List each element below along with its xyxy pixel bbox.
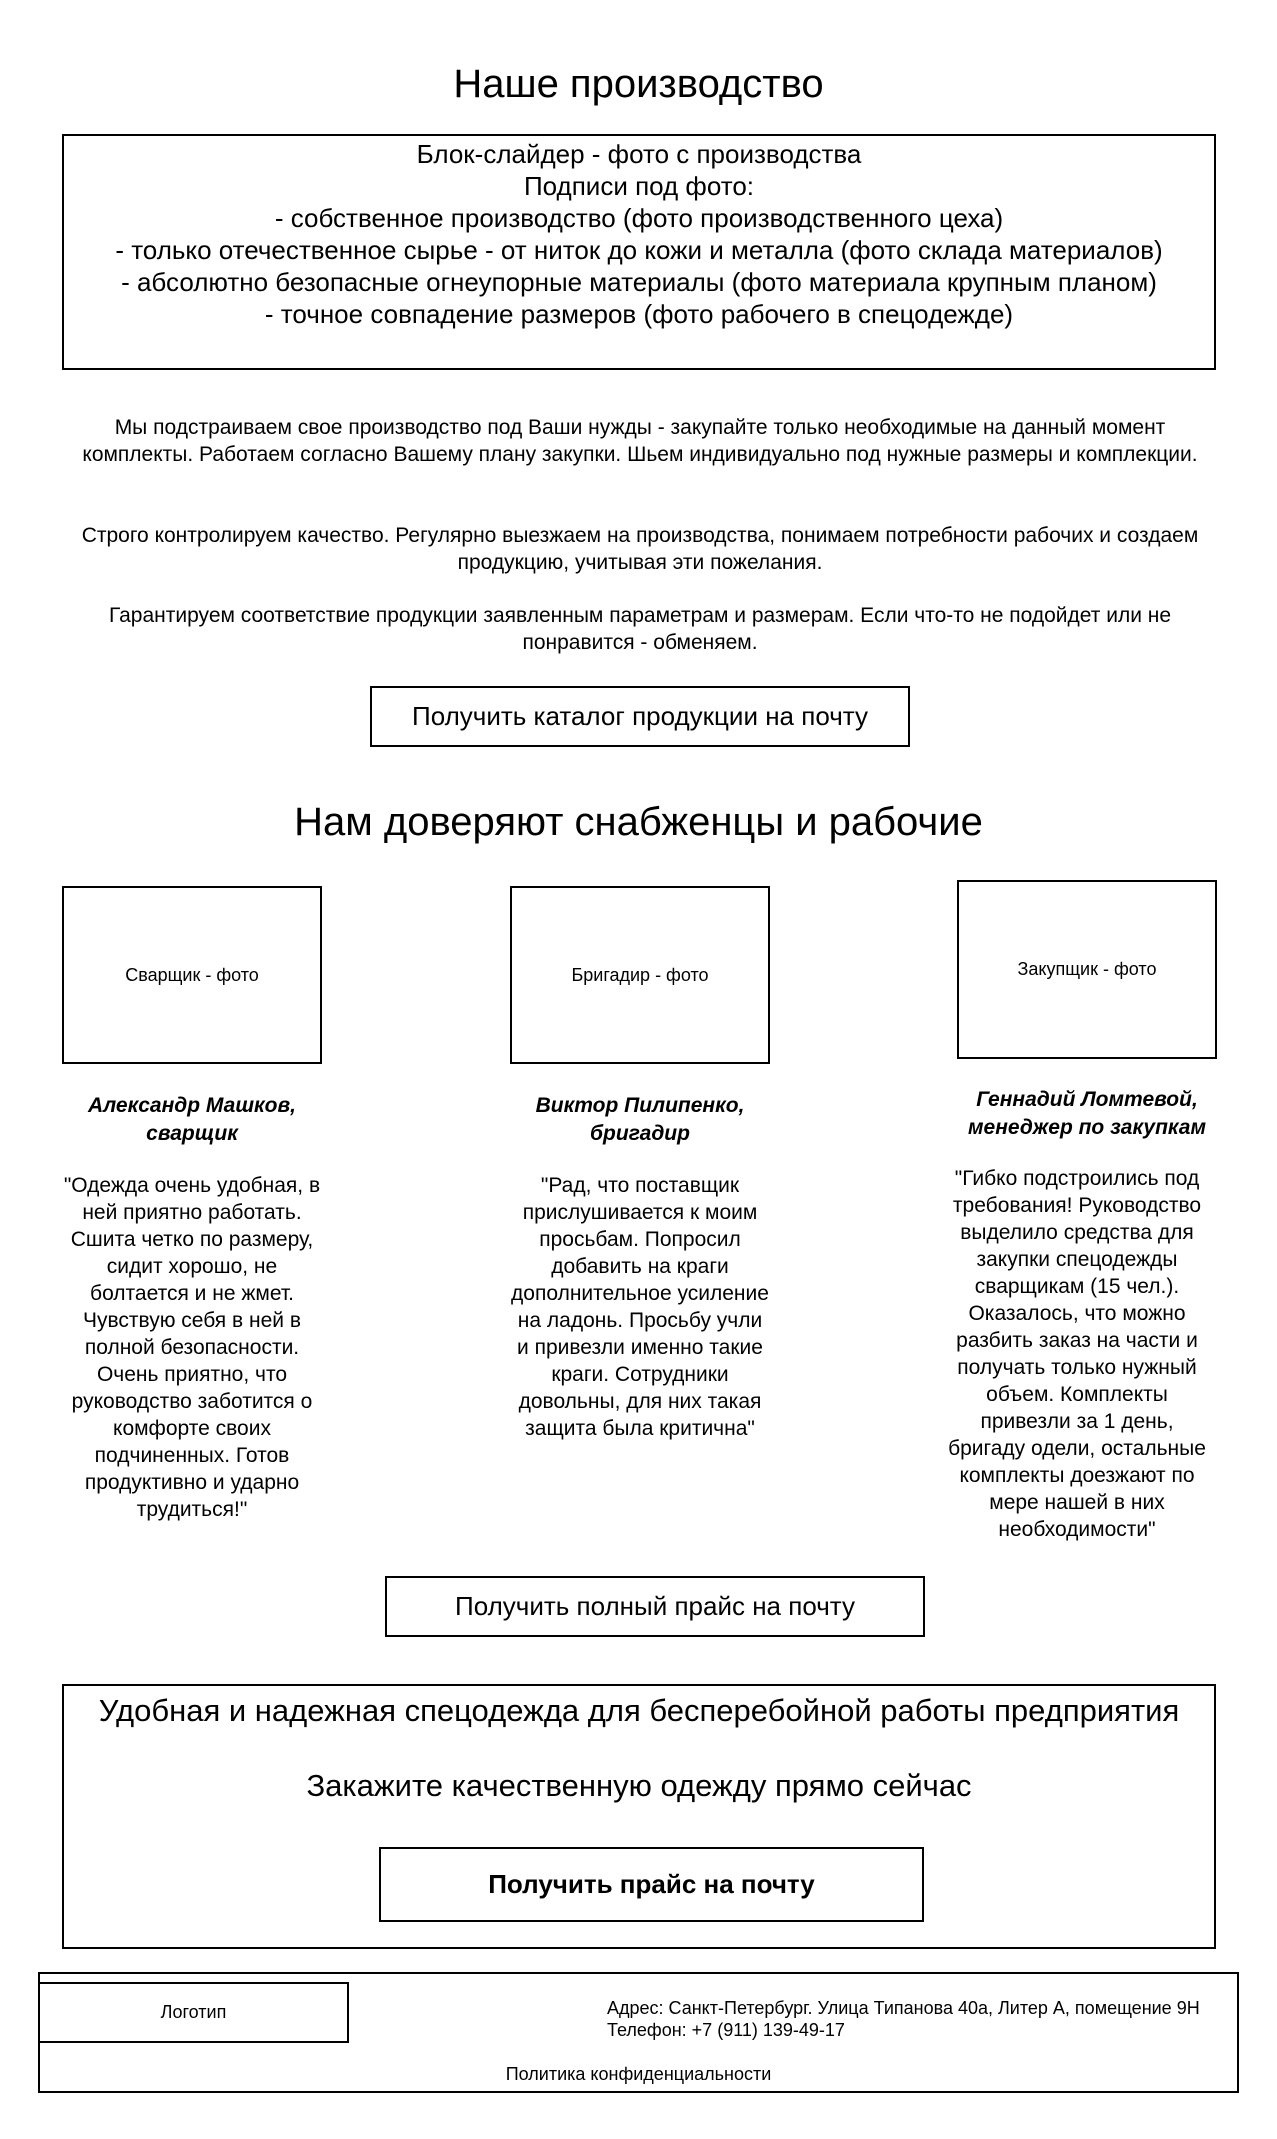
production-paragraph: Мы подстраиваем свое производство под Ваши нужды - закупайте только необходимые на данный момент комплекты. Работаем согласно Вашему плану закупки. Шьем индивидуально под нужные размеры и комплекции. bbox=[82, 416, 1198, 466]
welder-photo-placeholder: Сварщик - фото bbox=[62, 886, 322, 1064]
foreman-photo-placeholder: Бригадир - фото bbox=[510, 886, 770, 1064]
slider-heading: Блок-слайдер - фото с производства bbox=[416, 139, 862, 169]
production-paragraph: Строго контролируем качество. Регулярно выезжаем на производства, понимаем потребности рабочих и создаем продукцию, учитывая эти пожелания. bbox=[81, 524, 1199, 574]
buyer-photo-placeholder: Закупщик - фото bbox=[957, 880, 1217, 1059]
privacy-policy-link[interactable]: Политика конфиденциальности bbox=[505, 2064, 772, 2084]
testimonial-quote: "Одежда очень удобная, в ней приятно работать. Сшита четко по размеру, сидит хорошо, не болтается и не жмет. Чувствую себя в ней в полной безопасности. Очень приятно, что руководство заботится о комфорте своих подчиненных. Готов продуктивно и ударно трудиться!" bbox=[63, 1174, 321, 1521]
testimonial-author: Геннадий Ломтевой, менеджер по закупкам bbox=[967, 1088, 1207, 1139]
cta-title: Удобная и надежная спецодежда для бесперебойной работы предприятия bbox=[98, 1693, 1180, 1728]
production-paragraph: Гарантируем соответствие продукции заявленным параметрам и размерам. Если что-то не подойдет или не понравится - обменяем. bbox=[108, 604, 1172, 654]
footer bbox=[38, 1972, 1239, 2093]
testimonial-quote: "Рад, что поставщик прислушивается к моим просьбам. Попросил добавить на краги дополнительное усиление на ладонь. Просьбу учли и привезли именно такие краги. Сотрудники довольны, для них такая защита была критична" bbox=[511, 1174, 769, 1440]
testimonials-title: Нам доверяют снабженцы и рабочие bbox=[294, 800, 983, 844]
get-price-button[interactable]: Получить прайс на почту bbox=[379, 1847, 924, 1922]
cta-subtitle: Закажите качественную одежду прямо сейчас bbox=[306, 1768, 972, 1803]
testimonial-author: Виктор Пилипенко, бригадир bbox=[535, 1094, 745, 1145]
slider-caption: - собственное производство (фото производственного цеха) bbox=[274, 203, 1004, 233]
slider-caption: - точное совпадение размеров (фото рабочего в спецодежде) bbox=[264, 299, 1014, 329]
cta-block bbox=[62, 1684, 1216, 1949]
testimonial-quote: "Гибко подстроились под требования! Руководство выделило средства для закупки спецодежды сварщикам (15 чел.). Оказалось, что можно разбить заказ на части и получать только нужный объем. Комплекты привезли за 1 день, бригаду одели, остальные комплекты доезжают по мере нашей в них необходимости" bbox=[948, 1167, 1206, 1541]
production-title: Наше производство bbox=[453, 62, 824, 106]
slider-captions-label: Подписи под фото: bbox=[523, 171, 755, 201]
testimonial-author: Александр Машков, сварщик bbox=[87, 1094, 297, 1145]
slider-caption: - только отечественное сырье - от ниток до кожи и металла (фото склада материалов) bbox=[115, 235, 1163, 265]
get-catalog-button[interactable]: Получить каталог продукции на почту bbox=[370, 686, 910, 747]
logo-placeholder[interactable]: Логотип bbox=[38, 1982, 349, 2043]
slider-caption: - абсолютно безопасные огнеупорные материалы (фото материала крупным планом) bbox=[121, 267, 1157, 297]
photo-slider-placeholder[interactable] bbox=[62, 134, 1216, 370]
get-full-price-button[interactable]: Получить полный прайс на почту bbox=[385, 1576, 925, 1637]
footer-address: Адрес: Санкт-Петербург. Улица Типанова 40а, Литер А, помещение 9Н bbox=[607, 1998, 1200, 2018]
footer-phone: Телефон: +7 (911) 139-49-17 bbox=[607, 2020, 845, 2040]
